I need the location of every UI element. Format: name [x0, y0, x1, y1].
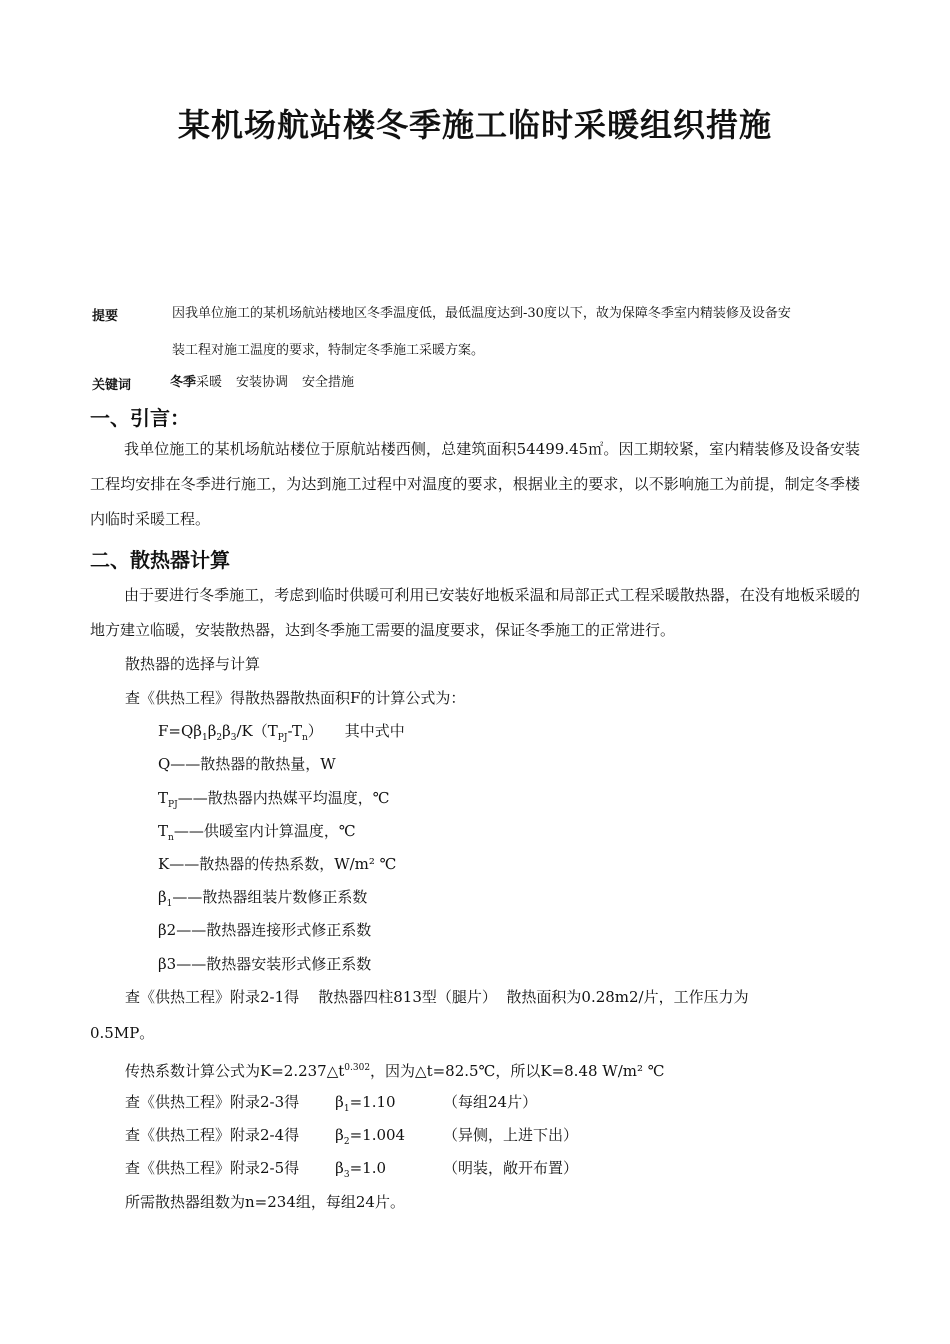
lookup-note: （明装，敞开布置）	[443, 1159, 579, 1177]
keywords-list	[170, 374, 368, 392]
keyword-1-rest: 采暖	[196, 375, 223, 390]
lookup-note: （每组24片）	[443, 1093, 538, 1111]
lookup-value: $\beta_1=1.10$	[335, 1093, 396, 1114]
k-calculation: 传热系数计算公式为$K=2.237\triangle t^{0.302}$，因为△t=82.5℃，所以K=8.48 W/m² ℃	[125, 1062, 665, 1080]
lookup-source: 查《供热工程》附录2-3得	[125, 1093, 300, 1111]
lookup-source: 查《供热工程》附录2-5得	[125, 1159, 300, 1177]
intro-paragraph: 我单位施工的某机场航站楼位于原航站楼西侧，总建筑面积54499.45㎡。因工期较紧，室内精装修及设备安装工程均安排在冬季进行施工，为达到施工过程中对温度的要求，根据业主的要求，以不影响施工为前提，制定冬季楼内临时采暖工程。	[90, 440, 860, 528]
abstract-line-2: 装工程对施工温度的要求，特制定冬季施工采暖方案。	[172, 343, 485, 358]
keywords-label: 关键词	[92, 378, 132, 393]
lookup-note: （异侧，上进下出）	[443, 1126, 579, 1144]
formula-note: 其中式中	[344, 722, 405, 740]
lookup-source: 查《供热工程》附录2-4得	[125, 1126, 300, 1144]
lookup-row	[125, 1125, 579, 1152]
def-beta3: β3——散热器安装形式修正系数	[158, 955, 372, 973]
keyword-3: 安全措施	[302, 375, 355, 390]
section-heading-intro: 一、引言：	[90, 406, 190, 430]
abstract-line-1: 因我单位施工的某机场航站楼地区冬季温度低，最低温度达到-30度以下，故为保障冬季室内精装修及设备安	[172, 306, 791, 321]
appendix-line-1: 查《供热工程》附录2-1得 散热器四柱813型（腿片） 散热面积为0.28m2/片，工作压力为	[125, 988, 749, 1006]
keyword-bold-part: 冬季	[170, 375, 197, 390]
def-beta2: β2——散热器连接形式修正系数	[158, 921, 372, 939]
formula-intro: 查《供热工程》得散热器散热面积F的计算公式为：	[125, 689, 466, 707]
lookup-row	[125, 1158, 579, 1185]
formula: $F=Q\beta_1\beta_2\beta_3/K(T_{PJ}-T_n)$ 其中式中	[158, 722, 405, 743]
def-q: Q——散热器的散热量，W	[158, 755, 336, 773]
def-tpj: $T_{PJ}——$散热器内热媒平均温度，℃	[158, 789, 390, 810]
def-k: K——散热器的传热系数，W/m² ℃	[158, 855, 397, 873]
radiator-paragraph: 由于要进行冬季施工，考虑到临时供暖可利用已安装好地板采温和局部正式工程采暖散热器，在没有地板采暖的地方建立临暖，安装散热器，达到冬季施工需要的温度要求，保证冬季施工的正常进行。	[90, 586, 860, 639]
def-tn: $T_n——$供暖室内计算温度，℃	[158, 822, 356, 843]
lookup-value: $\beta_3=1.0$	[335, 1159, 387, 1180]
document-title: 某机场航站楼冬季施工临时采暖组织措施	[177, 106, 772, 144]
def-beta1: $\beta_1——$散热器组装片数修正系数	[158, 888, 368, 909]
sub-heading: 散热器的选择与计算	[125, 655, 261, 673]
section-heading-radiator: 二、散热器计算	[90, 548, 230, 572]
lookup-value: $\beta_2=1.004$	[335, 1126, 406, 1147]
lookup-row	[125, 1092, 538, 1119]
result-line: 所需散热器组数为n=234组，每组24片。	[125, 1193, 405, 1211]
abstract-label: 提要	[92, 309, 119, 324]
keyword-2: 安装协调	[236, 375, 289, 390]
appendix-line-2: 0.5MP。	[90, 1024, 155, 1042]
